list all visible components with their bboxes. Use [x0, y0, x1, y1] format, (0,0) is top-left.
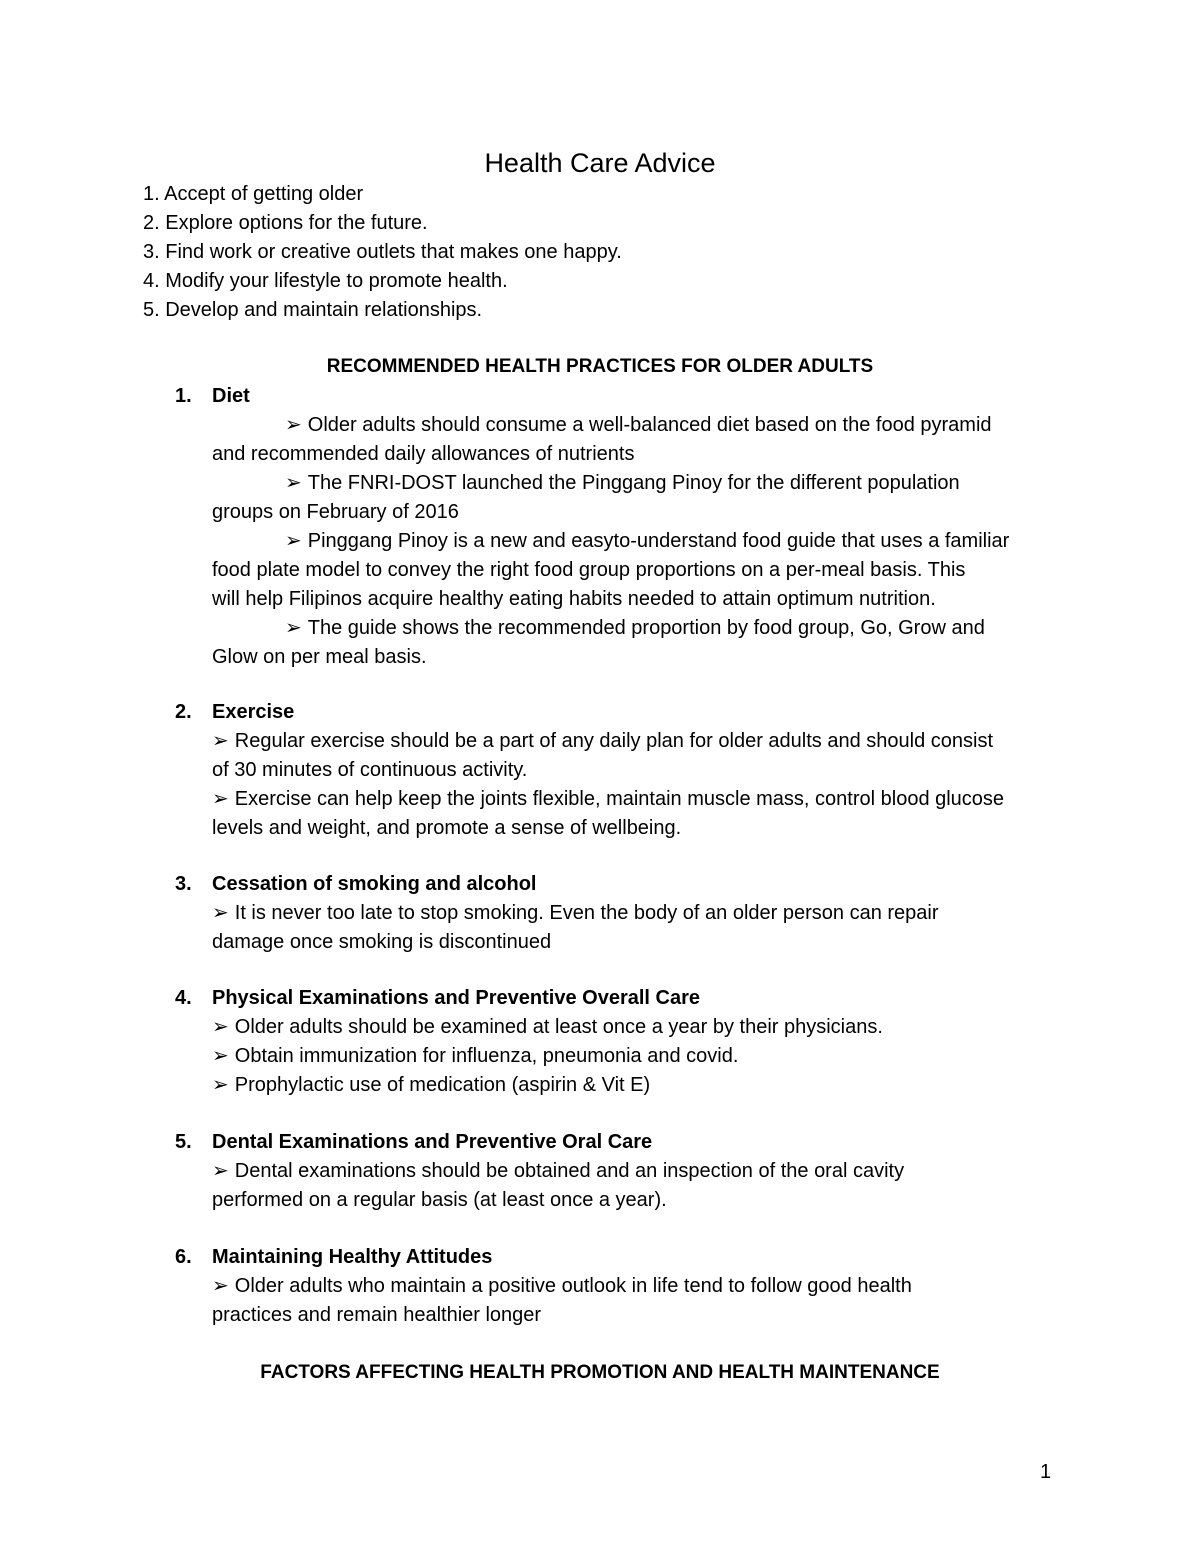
intro-item: 1. Accept of getting older [143, 183, 364, 205]
intro-item: 5. Develop and maintain relationships. [143, 299, 483, 321]
continuation-line [0, 556, 1200, 585]
arrow-bullet-icon: ➢ [285, 414, 302, 436]
arrow-bullet-icon: ➢ [212, 788, 229, 810]
continuation-line [0, 498, 1200, 527]
continuation-line [0, 643, 1200, 672]
section-title: Maintaining Healthy Attitudes [212, 1246, 493, 1268]
bullet-text: Older adults should consume a well-balanced diet based on the food pyramid [307, 414, 992, 436]
bullet-line [0, 899, 1200, 928]
continuation-line [0, 756, 1200, 785]
arrow-bullet-icon: ➢ [212, 1045, 229, 1067]
section-header [0, 698, 1200, 727]
section-healthy-attitudes [0, 1243, 1200, 1330]
continuation-line [0, 440, 1200, 469]
section-header [0, 1243, 1200, 1272]
intro-list [143, 180, 622, 325]
section-header [0, 984, 1200, 1013]
bullet-text: Regular exercise should be a part of any daily plan for older adults and should consist [234, 730, 993, 752]
section-number: 3. [175, 873, 192, 895]
page-number: 1 [1040, 1461, 1052, 1483]
section-dental-exams [0, 1128, 1200, 1215]
arrow-bullet-icon: ➢ [285, 472, 302, 494]
section-number: 5. [175, 1131, 192, 1153]
arrow-bullet-icon: ➢ [212, 1275, 229, 1297]
section-number: 2. [175, 701, 192, 723]
bullet-text: The guide shows the recommended proportion by food group, Go, Grow and [307, 617, 985, 639]
bullet-text: groups on February of 2016 [212, 501, 459, 523]
bullet-text: damage once smoking is discontinued [212, 931, 552, 953]
section-exercise [0, 698, 1200, 843]
bullet-line [0, 614, 1200, 643]
bullet-line [0, 469, 1200, 498]
page-title: Health Care Advice [484, 148, 716, 178]
bullet-line [0, 527, 1200, 556]
section-title: Exercise [212, 701, 295, 723]
section-number: 6. [175, 1246, 192, 1268]
bullet-text: Prophylactic use of medication (aspirin & Vit E) [234, 1074, 651, 1096]
section-number: 4. [175, 987, 192, 1009]
arrow-bullet-icon: ➢ [212, 1074, 229, 1096]
section-title: Diet [212, 385, 250, 407]
bullet-text: food plate model to convey the right food group proportions on a per-meal basis. This [212, 559, 966, 581]
bullet-text: practices and remain healthier longer [212, 1304, 542, 1326]
continuation-line [0, 1301, 1200, 1330]
bullet-text: Older adults who maintain a positive outlook in life tend to follow good health [234, 1275, 912, 1297]
intro-item: 2. Explore options for the future. [143, 212, 428, 234]
section-diet [0, 382, 1200, 672]
bullet-text: The FNRI-DOST launched the Pinggang Pinoy for the different population [307, 472, 960, 494]
section-title: Physical Examinations and Preventive Overall Care [212, 987, 701, 1009]
bullet-text: of 30 minutes of continuous activity. [212, 759, 528, 781]
bullet-line [0, 727, 1200, 756]
section-header [0, 382, 1200, 411]
bullet-line [0, 1157, 1200, 1186]
bullet-text: Older adults should be examined at least once a year by their physicians. [234, 1016, 883, 1038]
bullet-text: and recommended daily allowances of nutrients [212, 443, 635, 465]
arrow-bullet-icon: ➢ [285, 530, 302, 552]
section-title: Dental Examinations and Preventive Oral Care [212, 1131, 653, 1153]
section-header [0, 870, 1200, 899]
section-physical-exams [0, 984, 1200, 1100]
section-header [0, 1128, 1200, 1157]
bullet-line [0, 1071, 1200, 1100]
section-cessation [0, 870, 1200, 957]
arrow-bullet-icon: ➢ [212, 1016, 229, 1038]
bullet-text: Exercise can help keep the joints flexible, maintain muscle mass, control blood glucose [234, 788, 1005, 810]
bullet-line [0, 1272, 1200, 1301]
practices-heading: RECOMMENDED HEALTH PRACTICES FOR OLDER ADULTS [326, 356, 874, 377]
section-title: Cessation of smoking and alcohol [212, 873, 537, 895]
bullet-text: Pinggang Pinoy is a new and easyto-understand food guide that uses a familiar [307, 530, 1010, 552]
bullet-text: Glow on per meal basis. [212, 646, 427, 668]
bullet-text: Obtain immunization for influenza, pneumonia and covid. [234, 1045, 739, 1067]
arrow-bullet-icon: ➢ [212, 730, 229, 752]
arrow-bullet-icon: ➢ [212, 1160, 229, 1182]
factors-heading: FACTORS AFFECTING HEALTH PROMOTION AND HEALTH MAINTENANCE [260, 1362, 940, 1383]
continuation-line [0, 814, 1200, 843]
intro-item: 4. Modify your lifestyle to promote health. [143, 270, 508, 292]
section-number: 1. [175, 385, 192, 407]
bullet-text: It is never too late to stop smoking. Even the body of an older person can repair [234, 902, 939, 924]
bullet-line [0, 1042, 1200, 1071]
bullet-text: Dental examinations should be obtained and an inspection of the oral cavity [234, 1160, 905, 1182]
bullet-text: performed on a regular basis (at least once a year). [212, 1189, 667, 1211]
bullet-line [0, 1013, 1200, 1042]
bullet-text: will help Filipinos acquire healthy eating habits needed to attain optimum nutrition. [212, 588, 936, 610]
continuation-line [0, 1186, 1200, 1215]
intro-item: 3. Find work or creative outlets that makes one happy. [143, 241, 622, 263]
continuation-line [0, 928, 1200, 957]
arrow-bullet-icon: ➢ [285, 617, 302, 639]
bullet-line [0, 411, 1200, 440]
arrow-bullet-icon: ➢ [212, 902, 229, 924]
continuation-line [0, 585, 1200, 614]
bullet-line [0, 785, 1200, 814]
bullet-text: levels and weight, and promote a sense of wellbeing. [212, 817, 682, 839]
